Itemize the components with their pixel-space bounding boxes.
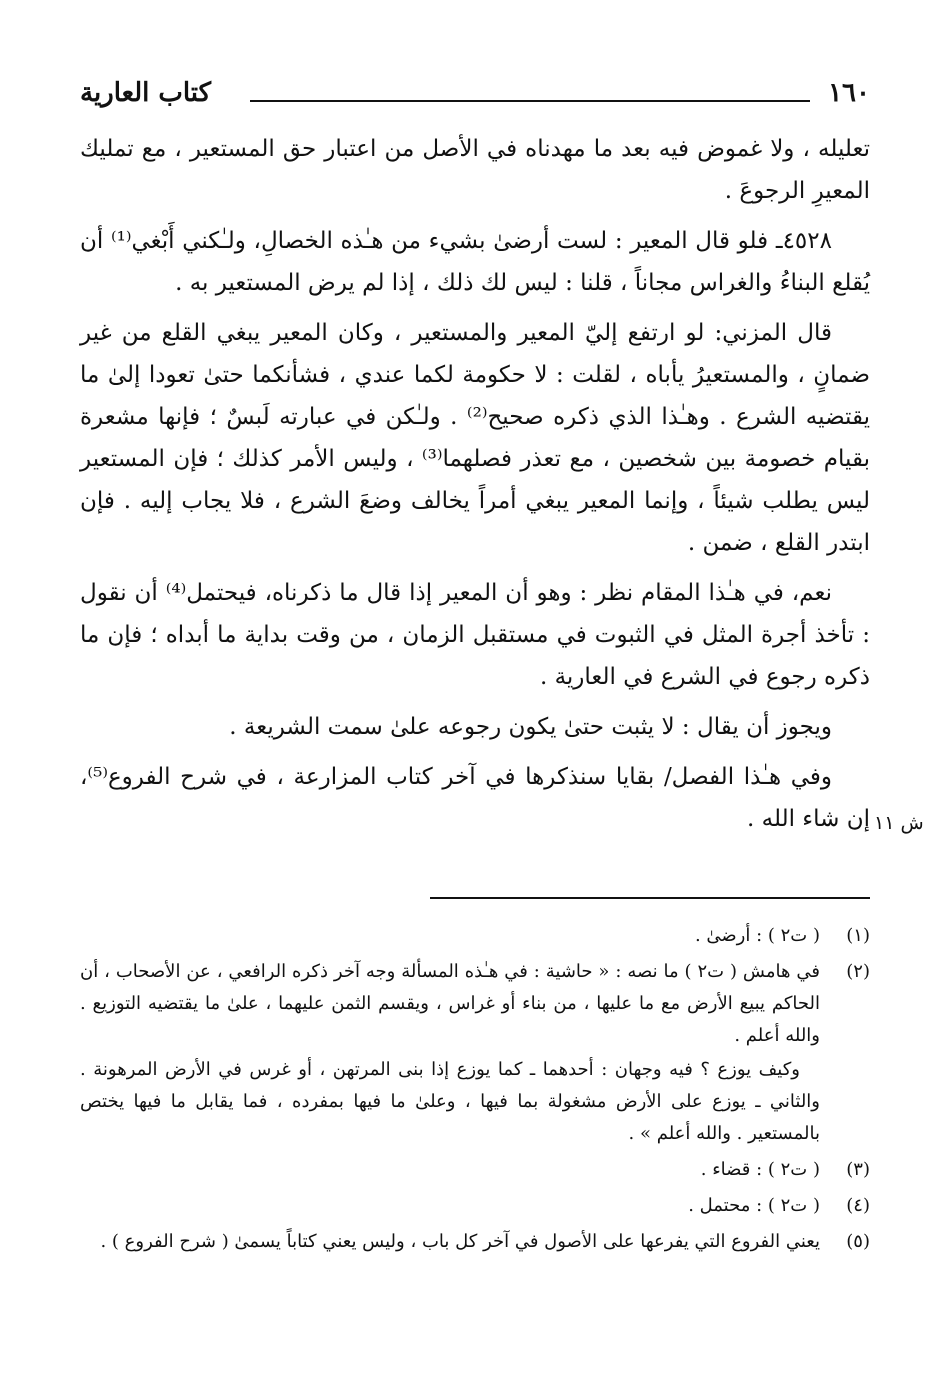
footnotes <box>80 920 870 1262</box>
footnote-separator <box>430 897 870 899</box>
page-header <box>80 78 870 118</box>
manuscript-margin-note: ش ١١ <box>874 812 924 834</box>
main-text <box>80 128 870 848</box>
footnote-number: (٢) <box>846 961 870 982</box>
paragraph-4528: ٤٥٢٨ـ فلو قال المعير : لست أرضىٰ بشيء من هـٰذه الخصالِ، ولـٰكني أَبْغي⁽¹⁾ أن يُقلع البناءُ والغراس مجاناً ، قلنا : ليس لك ذلك ، إذا لم يرض المستعير به . <box>80 228 870 296</box>
footnote-1 <box>80 920 870 952</box>
paragraph-muzani: قال المزني: لو ارتفع إليّ المعير والمستعير ، وكان المعير يبغي القلع من غير ضمانٍ ، والمستعيرُ يأباه ، لقلت : لا حكومة لكما عندي ، فشأنكما حتىٰ تعودا إلىٰ ما يقتضيه الشرع . وهـٰذا الذي ذكره صحيح⁽²⁾ . ولـٰكن في عبارته لَبسٌ ؛ فإنها مشعرة بقيام خصومة بين شخصين ، مع تعذر فصلهما⁽³⁾ ، وليس الأمر كذلك ؛ فإن المستعير ليس يطلب شيئاً ، وإنما المعير يبغي أمراً يخالف وضعَ الشرع ، فلا يجاب إليه . فإن ابتدر القلع ، ضمن . <box>80 320 870 556</box>
footnote-continuation: وكيف يوزع ؟ فيه وجهان : أحدهما ـ كما يوزع إذا بنى المرتهن ، أو غرس في الأرض المرهونة . والثاني ـ يوزع على الأرض مشغولة بما فيها ، وعلىٰ ما فيها بمفرده ، فما يقابل ما فيها يختص بالمستعير . والله أعلم » . <box>80 1059 820 1144</box>
paragraph-1: تعليله ، ولا غموض فيه بعد ما مهدناه في الأصل من اعتبار حق المستعير ، مع تمليك المعيرِ الرجوعَ . <box>80 136 870 204</box>
footnote-number: (٣) <box>846 1159 870 1180</box>
footnote-5 <box>80 1226 870 1258</box>
footnote-text: يعني الفروع التي يفرعها على الأصول في آخر كل باب ، وليس يعني كتاباً يسمىٰ ( شرح الفروع ) . <box>100 1231 820 1252</box>
footnote-2 <box>80 956 870 1150</box>
footnote-number: (١) <box>846 925 870 946</box>
footnote-text: في هامش ( ت٢ ) ما نصه : « حاشية : في هـٰذه المسألة وجه آخر ذكره الرافعي ، عن الأصحاب ، أن الحاكم يبيع الأرض مع ما عليها ، من بناء أو غراس ، ويقسم الثمن عليهما ، علىٰ ما يقتضيه التوزيع . والله أعلم . <box>80 961 821 1046</box>
paragraph-fasl: وفي هـٰذا الفصل/ بقايا سنذكرها في آخر كتاب المزارعة ، في شرح الفروع⁽⁵⁾، إن شاء الله . <box>80 764 870 832</box>
footnote-text: ( ت٢ ) : أرضىٰ . <box>694 925 820 946</box>
page-number: ١٦٠ <box>828 78 870 108</box>
paragraph-yajuz: ويجوز أن يقال : لا يثبت حتىٰ يكون رجوعه علىٰ سمت الشريعة . <box>229 714 832 740</box>
paragraph-naam: نعم، في هـٰذا المقام نظر : وهو أن المعير إذا قال ما ذكرناه، فيحتمل⁽⁴⁾ أن نقول : تأخذ أجرة المثل في الثبوت في مستقبل الزمان ، من وقت بداية ما أبداه ؛ فإن ما ذكره رجوع في الشرع في العارية . <box>80 580 870 690</box>
book-title: كتاب العارية <box>80 78 212 108</box>
footnote-number: (٤) <box>846 1195 870 1216</box>
footnote-text: ( ت٢ ) : قضاء . <box>700 1159 820 1180</box>
footnote-3 <box>80 1154 870 1186</box>
footnote-text: ( ت٢ ) : محتمل . <box>688 1195 820 1216</box>
header-rule <box>250 100 810 102</box>
footnote-number: (٥) <box>846 1231 870 1252</box>
footnote-4 <box>80 1190 870 1222</box>
